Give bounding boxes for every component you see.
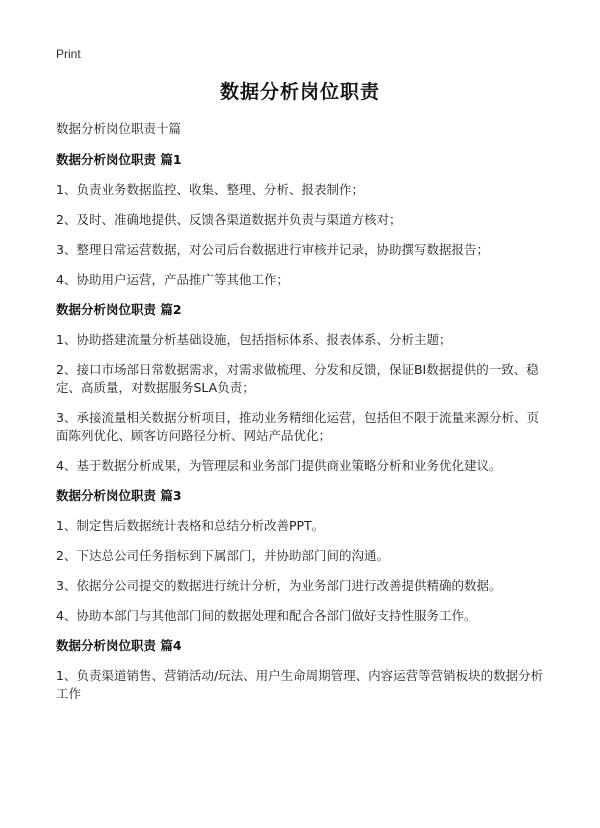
section-heading: 数据分析岗位职责 篇1	[56, 152, 182, 167]
section-heading: 数据分析岗位职责 篇2	[56, 302, 182, 317]
list-item: 3、承接流量相关数据分析项目，推动业务精细化运营，包括但不限于流量来源分析、页面陈列优化、顾客访问路径分析、网站产品优化；	[56, 410, 539, 443]
document-subtitle: 数据分析岗位职责十篇	[56, 121, 182, 136]
list-item: 3、整理日常运营数据，对公司后台数据进行审核并记录，协助撰写数据报告；	[56, 242, 489, 257]
section-heading: 数据分析岗位职责 篇3	[56, 488, 182, 503]
list-item: 2、及时、准确地提供、反馈各渠道数据并负责与渠道方核对；	[56, 212, 402, 227]
section-heading: 数据分析岗位职责 篇4	[56, 638, 182, 653]
list-item: 1、负责业务数据监控、收集、整理、分析、报表制作；	[56, 182, 364, 197]
list-item: 4、协助本部门与其他部门间的数据处理和配合各部门做好支持性服务工作。	[56, 608, 477, 623]
list-item: 4、协助用户运营，产品推广等其他工作；	[56, 272, 289, 287]
list-item: 2、接口市场部日常数据需求，对需求做梳理、分发和反馈，保证BI数据提供的一致、稳定、高质量，对数据服务SLA负责；	[56, 362, 539, 395]
list-item: 1、负责渠道销售、营销活动/玩法、用户生命周期管理、内容运营等营销板块的数据分析工作	[56, 668, 544, 701]
document-body	[56, 120, 548, 715]
section-2	[56, 301, 548, 475]
list-item: 2、下达总公司任务指标到下属部门，并协助部门间的沟通。	[56, 548, 389, 563]
list-item: 4、基于数据分析成果，为管理层和业务部门提供商业策略分析和业务优化建议。	[56, 458, 502, 473]
print-label: Print	[56, 47, 81, 61]
list-item: 3、依据分公司提交的数据进行统计分析，为业务部门进行改善提供精确的数据。	[56, 578, 502, 593]
list-item: 1、制定售后数据统计表格和总结分析改善PPT。	[56, 518, 325, 533]
section-1	[56, 151, 548, 289]
section-3	[56, 487, 548, 625]
section-4	[56, 637, 548, 703]
document-title: 数据分析岗位职责	[219, 81, 380, 103]
list-item: 1、协助搭建流量分析基础设施，包括指标体系、报表体系、分析主题；	[56, 332, 452, 347]
